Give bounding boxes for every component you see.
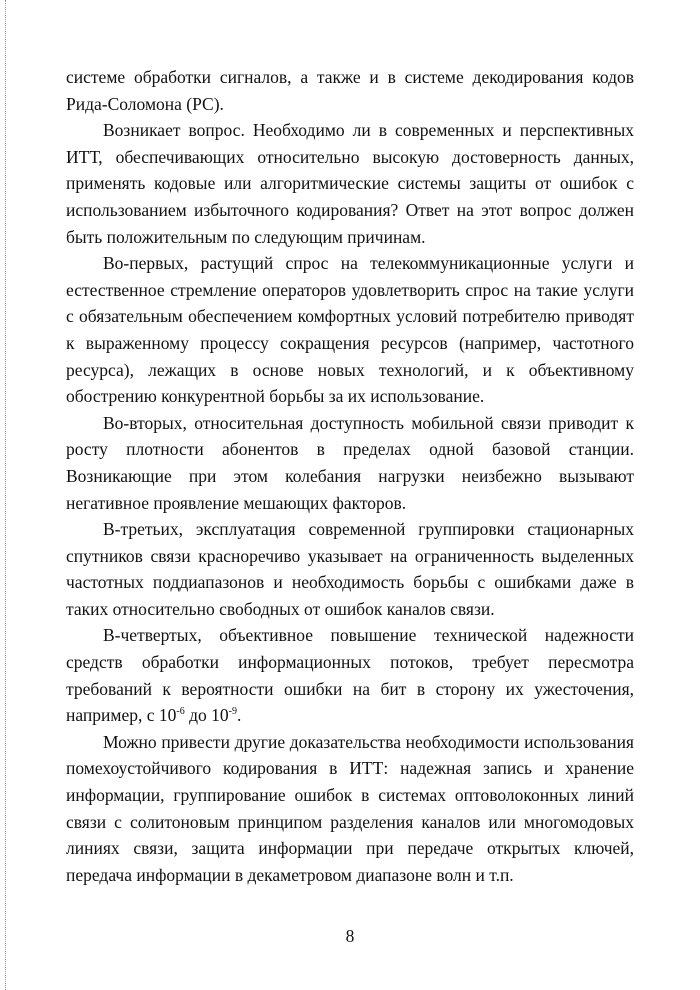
- paragraph: системе обработки сигналов, а также и в системе декодирования кодов Рида-Соломона (РС).: [66, 67, 634, 114]
- paragraph-text: до 10: [184, 705, 229, 726]
- page-edge-dotted-line: [5, 0, 6, 990]
- paragraph: Возникает вопрос. Необходимо ли в современных и перспективных ИТТ, обеспечивающих относительно высокую достоверность данных, применять кодовые или алгоритмические системы защиты от ошибок с использованием избыточного кодирования? Ответ на этот вопрос должен быть положительным по следующим причинам.: [66, 120, 634, 247]
- paragraph: Во-вторых, относительная доступность мобильной связи приводит к росту плотности абонентов в пределах одной базовой станции. Возникающие при этом колебания нагрузки неизбежно вызывают негативное проявление мешающих факторов.: [66, 412, 634, 513]
- paragraph-text: .: [236, 705, 242, 726]
- paragraph: [66, 622, 634, 728]
- exponent: -6: [176, 706, 185, 718]
- page-number: 8: [345, 926, 355, 946]
- paragraph: В-третьих, эксплуатация современной группировки стационарных спутников связи красноречиво указывает на ограниченность выделенных частотных поддиапазонов и необходимость борьбы с ошибками даже в таких относительно свободных от ошибок каналов связи.: [66, 519, 634, 619]
- paragraph-text: В-четвертых, объективное повышение технической надежности средств обработки информационных потоков, требует пересмотра требований к вероятности ошибки на бит в сторону их ужесточения, например, с 10: [66, 625, 634, 726]
- exponent: -9: [228, 706, 237, 718]
- paragraph: Во-первых, растущий спрос на телекоммуникационные услуги и естественное стремление операторов удовлетворить спрос на такие услуги с обязательным обеспечением комфортных условий потребителю приводят к выраженному процессу сокращения ресурсов (например, частотного ресурса), лежащих в основе новых технологий, и к объективному обострению конкурентной борьбы за их использование.: [66, 253, 634, 407]
- paragraph: Можно привести другие доказательства необходимости использования помехоустойчивого кодирования в ИТТ: надежная запись и хранение информации, группирование ошибок в системах оптоволоконных линий связи с солитоновым принципом разделения каналов или многомодовых линиях связи, защита информации при передаче открытых ключей, передача информации в декаметровом диапазоне волн и т.п.: [66, 731, 634, 885]
- body-text: [66, 64, 634, 888]
